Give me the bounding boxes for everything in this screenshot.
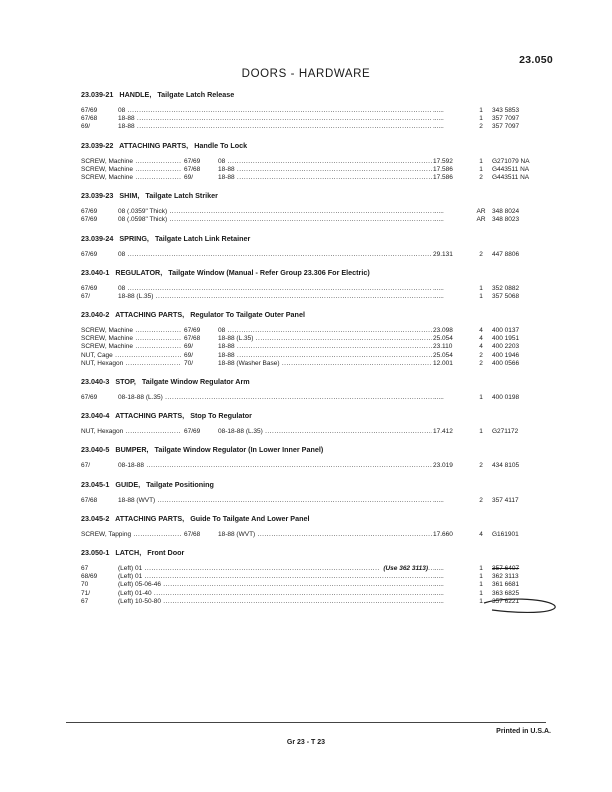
model-application-text: 08	[118, 284, 126, 292]
quantity: 1	[479, 573, 483, 581]
part-number: 400 1946	[492, 351, 520, 359]
parts-row	[81, 107, 559, 115]
quantity: 2	[479, 173, 483, 181]
illustration-reference: ......	[433, 564, 444, 572]
model-application	[118, 216, 432, 224]
illustration-reference: ......	[433, 284, 444, 292]
quantity: 1	[479, 115, 483, 123]
parts-row	[81, 285, 559, 293]
section-part-name: REGULATOR,	[115, 267, 163, 277]
model-year: 67/69	[81, 394, 98, 401]
parts-row	[81, 158, 559, 166]
model-application-text: 18-88 (L.35)	[118, 292, 154, 300]
catalog-section	[81, 234, 559, 259]
illustration-reference: 25.054	[433, 335, 453, 343]
parts-row	[81, 428, 559, 436]
parts-row	[81, 565, 559, 573]
part-number: 361 6681	[492, 581, 520, 589]
part-number: G271172	[492, 428, 519, 436]
model-application-text: 08 (.0359" Thick)	[118, 208, 168, 216]
fastener-description: NUT, Hexagon .....	[81, 428, 181, 436]
section-number: 23.040-1	[81, 267, 110, 277]
illustration-reference: ......	[433, 496, 444, 504]
model-application-text: 18-88 (Washer Base)	[218, 359, 280, 367]
printed-notice: Printed in U.S.A.	[496, 728, 551, 735]
section-part-name: SPRING,	[119, 233, 149, 243]
quantity: 2	[479, 462, 483, 470]
model-application	[218, 352, 432, 360]
section-heading	[81, 411, 559, 420]
section-number: 23.050-1	[81, 547, 110, 557]
model-year: 67	[81, 564, 89, 572]
model-year: 67/69	[184, 327, 201, 335]
section-part-name: STOP,	[115, 377, 136, 386]
model-application-text: 18-88 (WVT)	[118, 496, 156, 504]
parts-row	[81, 531, 559, 539]
illustration-reference: ......	[433, 216, 444, 224]
quantity: AR	[476, 208, 486, 216]
model-application-text: 08 (.0598" Thick)	[118, 216, 168, 224]
section-description: Front Door	[147, 547, 185, 557]
illustration-reference: 17.586	[433, 173, 453, 181]
model-year: 67/69	[81, 208, 98, 216]
section-number: 23.039-23	[81, 191, 114, 201]
illustration-reference: 17.660	[433, 530, 453, 538]
fastener-description: NUT, Cage .....	[81, 352, 181, 360]
fastener-description: SCREW, Machine .....	[81, 174, 181, 182]
model-application-text: 08-18-88 (L.35)	[218, 428, 263, 436]
illustration-reference: ......	[433, 573, 444, 581]
parts-row	[81, 335, 559, 343]
quantity: 2	[479, 351, 483, 359]
illustration-reference: ......	[433, 115, 444, 123]
section-part-name: SHIM,	[119, 191, 140, 201]
model-year: 67/69	[81, 216, 98, 224]
model-application	[118, 497, 432, 505]
section-heading	[81, 548, 559, 557]
section-number: 23.040-3	[81, 377, 110, 386]
quantity: 4	[479, 327, 483, 335]
part-number: 400 0566	[492, 359, 520, 367]
fastener-description: SCREW, Machine .....	[81, 343, 181, 351]
model-year: 69/	[184, 173, 194, 181]
replacement-note: (Use 362 3113)	[380, 565, 428, 573]
model-application	[218, 327, 432, 335]
part-number: 363 6825	[492, 589, 520, 597]
quantity: AR	[476, 216, 486, 224]
model-application-text: (Left) 01-40	[118, 589, 152, 597]
model-year: 67/68	[81, 115, 98, 123]
model-year: 67/69	[184, 157, 201, 165]
quantity: 4	[479, 530, 483, 538]
parts-row	[81, 123, 559, 131]
parts-row	[81, 352, 559, 360]
model-year: 69/	[184, 343, 194, 351]
quantity: 2	[479, 123, 483, 131]
model-application-text: 08-18-88 (L.35)	[118, 394, 163, 401]
page-number: 23.050	[519, 54, 553, 66]
quantity: 1	[479, 107, 483, 114]
illustration-reference: 12.001	[433, 359, 453, 367]
catalog-section	[81, 310, 559, 368]
section-description: Tailgate Latch Release	[157, 90, 235, 99]
model-application	[118, 573, 432, 581]
illustration-reference: 17.586	[433, 165, 453, 173]
section-heading	[81, 90, 559, 99]
section-number: 23.039-21	[81, 90, 114, 99]
part-number: 352 0882	[492, 284, 520, 292]
model-application	[218, 343, 432, 351]
illustration-reference: ......	[433, 589, 444, 597]
part-number: G443511 NA	[492, 165, 530, 173]
quantity: 1	[479, 165, 483, 173]
quantity: 4	[479, 335, 483, 343]
model-year: 67/69	[81, 284, 98, 292]
model-application	[218, 360, 432, 368]
parts-row	[81, 327, 559, 335]
model-application	[118, 251, 432, 259]
part-number: 348 8023	[492, 216, 520, 224]
section-number: 23.045-2	[81, 513, 110, 523]
section-part-name: LATCH,	[115, 547, 142, 557]
quantity: 1	[479, 581, 483, 589]
parts-row	[81, 166, 559, 174]
model-application-text: 18-88	[218, 351, 235, 359]
illustration-reference: 25.054	[433, 351, 453, 359]
illustration-reference: ......	[433, 208, 444, 216]
section-part-name: ATTACHING PARTS,	[115, 310, 185, 320]
model-application	[118, 598, 432, 606]
part-number: 434 8105	[492, 462, 520, 470]
model-year: 67/69	[81, 250, 98, 258]
quantity: 1	[479, 428, 483, 436]
model-application-text: 08	[218, 327, 226, 335]
model-application-text: 18-88	[218, 165, 235, 173]
model-year: 67	[81, 597, 89, 605]
fastener-description: SCREW, Tapping .....	[81, 531, 181, 539]
illustration-reference: ......	[433, 107, 444, 114]
section-heading	[81, 310, 559, 319]
part-number: 447 8806	[492, 250, 520, 258]
model-year: 67/68	[184, 530, 201, 538]
model-year: 67/69	[184, 428, 201, 436]
section-description: Tailgate Window (Manual - Refer Group 23.306 For Electric)	[168, 267, 370, 277]
model-application	[118, 394, 432, 402]
model-year: 67/68	[184, 165, 201, 173]
parts-row	[81, 581, 559, 589]
model-application-text: 18-88	[118, 123, 135, 131]
catalog-section	[81, 445, 559, 470]
section-number: 23.040-4	[81, 411, 110, 421]
part-number: 348 8024	[492, 208, 520, 216]
quantity: 1	[479, 292, 483, 300]
section-part-name: GUIDE,	[115, 479, 141, 489]
model-application-text: 18-88	[218, 173, 235, 181]
catalog-section	[81, 268, 559, 301]
illustration-reference: 23.110	[433, 343, 453, 351]
part-number: 343 5853	[492, 107, 520, 114]
illustration-reference: ......	[433, 292, 444, 300]
model-application-text: (Left) 01	[118, 573, 143, 581]
catalog-section	[81, 90, 559, 132]
model-application-text: 18-88 (WVT)	[218, 530, 256, 538]
parts-row	[81, 208, 559, 216]
model-application	[218, 531, 432, 539]
quantity: 1	[479, 589, 483, 597]
model-year: 68/69	[81, 573, 98, 581]
illustration-reference: 23.098	[433, 327, 453, 335]
model-application	[218, 166, 432, 174]
model-application	[118, 285, 432, 293]
model-year: 67/68	[81, 496, 98, 504]
section-heading	[81, 268, 559, 277]
catalog-section	[81, 191, 559, 224]
parts-row	[81, 251, 559, 259]
section-description: Stop To Regulator	[190, 411, 252, 421]
parts-row	[81, 343, 559, 351]
model-application	[118, 581, 432, 589]
parts-row	[81, 394, 559, 402]
part-number: 400 0137	[492, 327, 520, 335]
section-part-name: HANDLE,	[119, 90, 152, 99]
section-description: Tailgate Window Regulator (In Lower Inner Panel)	[154, 445, 324, 455]
part-number: 357 6407	[492, 564, 520, 572]
model-application	[118, 208, 432, 216]
part-number: 362 3113	[492, 573, 519, 581]
parts-row	[81, 293, 559, 301]
illustration-reference: ......	[433, 581, 444, 589]
part-number: G161901	[492, 530, 519, 538]
part-number: 400 2203	[492, 343, 520, 351]
section-heading	[81, 234, 559, 243]
model-application	[118, 115, 432, 123]
model-application	[218, 335, 432, 343]
model-application-text: 18-88	[118, 115, 135, 123]
section-heading	[81, 191, 559, 200]
parts-row	[81, 216, 559, 224]
part-number: G443511 NA	[492, 173, 530, 181]
illustration-reference: 17.412	[433, 428, 453, 436]
section-heading	[81, 514, 559, 523]
section-description: Guide To Tailgate And Lower Panel	[190, 513, 310, 523]
illustration-reference: ......	[433, 394, 444, 401]
parts-row	[81, 497, 559, 505]
quantity: 1	[479, 394, 483, 401]
model-application-text: 08-18-88	[118, 462, 145, 470]
section-part-name: ATTACHING PARTS,	[119, 140, 189, 150]
parts-row	[81, 462, 559, 470]
fastener-description: SCREW, Machine .....	[81, 166, 181, 174]
section-description: Tailgate Window Regulator Arm	[141, 377, 250, 386]
quantity: 1	[479, 564, 483, 572]
model-application	[118, 462, 432, 470]
illustration-reference: 17.592	[433, 157, 453, 165]
part-number: 357 7097	[492, 115, 520, 123]
model-year: 69/	[184, 351, 194, 359]
illustration-reference: 29.131	[433, 250, 453, 258]
illustration-reference: 23.019	[433, 462, 453, 470]
model-application-text: 08	[118, 107, 126, 114]
illustration-reference: ......	[433, 597, 444, 605]
quantity: 1	[479, 157, 483, 165]
group-page-label: Gr 23 - T 23	[286, 739, 326, 746]
page-title: DOORS - HARDWARE	[241, 68, 371, 80]
model-year: 67/	[81, 462, 91, 470]
part-number: 400 0198	[492, 394, 520, 401]
quantity: 2	[479, 250, 483, 258]
model-application	[118, 123, 432, 131]
quantity: 2	[479, 496, 483, 504]
model-application	[118, 590, 432, 598]
catalog-section	[81, 141, 559, 183]
section-number: 23.045-1	[81, 479, 110, 489]
model-year: 70/	[184, 359, 194, 367]
model-application-text: (Left) 05-06-46	[118, 581, 161, 589]
section-number: 23.039-24	[81, 233, 114, 243]
catalog-section	[81, 480, 559, 505]
section-part-name: BUMPER,	[115, 445, 149, 455]
section-heading	[81, 445, 559, 454]
footer-rule	[66, 722, 546, 723]
section-heading	[81, 480, 559, 489]
part-number: 357 4117	[492, 496, 519, 504]
parts-row	[81, 360, 559, 368]
section-description: Handle To Lock	[194, 140, 248, 150]
part-number: 400 1951	[492, 335, 520, 343]
model-year: 67/	[81, 292, 91, 300]
fastener-description: SCREW, Machine .....	[81, 327, 181, 335]
part-number: 357 7097	[492, 123, 520, 131]
catalog-section	[81, 377, 559, 402]
model-application	[218, 158, 432, 166]
model-year: 69/	[81, 123, 91, 131]
part-number: G271079 NA	[492, 157, 530, 165]
parts-row	[81, 573, 559, 581]
parts-row	[81, 174, 559, 182]
part-number: 357 5068	[492, 292, 520, 300]
model-application-text: 18-88 (L.35)	[218, 335, 254, 343]
model-application-text: 08	[118, 250, 126, 258]
model-application	[118, 293, 432, 301]
quantity: 2	[479, 359, 483, 367]
illustration-reference: ......	[433, 123, 444, 131]
section-number: 23.040-2	[81, 310, 110, 320]
quantity: 1	[479, 284, 483, 292]
model-year: 67/69	[81, 107, 98, 114]
section-part-name: ATTACHING PARTS,	[115, 513, 185, 523]
section-heading	[81, 141, 559, 150]
section-part-name: ATTACHING PARTS,	[115, 411, 185, 421]
model-year: 70	[81, 581, 89, 589]
model-application	[218, 174, 432, 182]
section-number: 23.040-5	[81, 445, 110, 455]
model-application	[218, 428, 432, 436]
model-year: 71/	[81, 589, 91, 597]
handwritten-circle-mark	[482, 597, 560, 619]
parts-catalog	[81, 90, 559, 615]
fastener-description: SCREW, Machine .....	[81, 335, 181, 343]
section-heading	[81, 377, 559, 386]
quantity: 4	[479, 343, 483, 351]
model-application-text: (Left) 10-50-80	[118, 597, 161, 605]
catalog-section	[81, 411, 559, 436]
section-number: 23.039-22	[81, 140, 114, 150]
fastener-description: NUT, Hexagon .....	[81, 360, 181, 368]
section-description: Tailgate Latch Link Retainer	[154, 233, 251, 243]
section-description: Tailgate Latch Striker	[145, 191, 218, 201]
model-year: 67/68	[184, 335, 201, 343]
quantity: 1	[479, 597, 483, 605]
catalog-section	[81, 514, 559, 539]
model-application	[118, 107, 432, 115]
parts-row	[81, 115, 559, 123]
section-description: Regulator To Tailgate Outer Panel	[190, 310, 305, 320]
fastener-description: SCREW, Machine .....	[81, 158, 181, 166]
model-application-text: (Left) 01	[118, 564, 143, 572]
section-description: Tailgate Positioning	[146, 479, 214, 489]
part-number: 357 6221	[492, 597, 520, 605]
model-application-text: 18-88	[218, 343, 235, 351]
model-application-text: 08	[218, 157, 226, 165]
